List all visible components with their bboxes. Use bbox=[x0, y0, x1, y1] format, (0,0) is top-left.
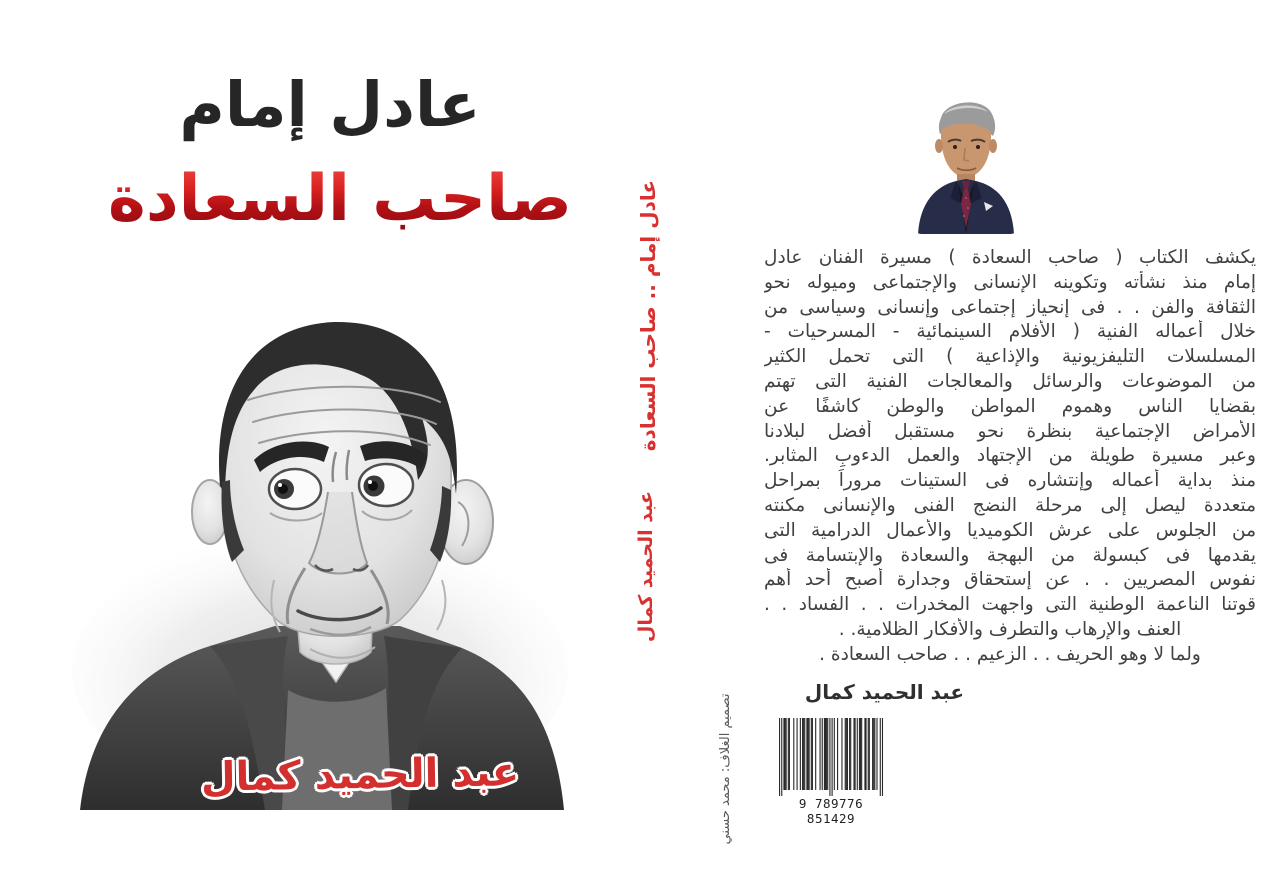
author-photo-illustration bbox=[912, 84, 1020, 234]
front-title-artist-name: عادل إمام bbox=[179, 68, 481, 141]
blurb-line: من الجلوس على عرش الكوميديا والأعمال الدرامية التى bbox=[764, 519, 1256, 541]
back-blurb bbox=[764, 246, 1256, 668]
blurb-line: وعبر مسيرة طويلة من الإجتهاد والعمل الدءوبِ المثابر. bbox=[764, 445, 1256, 467]
adel-imam-portrait-sketch bbox=[70, 250, 570, 810]
blurb-line: الثقافة والفن . . فى إنحياز إجتماعى وإنسانى وسياسى من bbox=[764, 296, 1256, 318]
blurb-line: يقدمها فى كبسولة من البهجة والسعادة والإبتسامة فى bbox=[764, 544, 1256, 566]
author-photo bbox=[912, 84, 1020, 234]
blurb-line: المسلسلات التليفزيونية والإذاعية ) التى تحمل الكثير bbox=[764, 346, 1256, 368]
blurb-line: الأمراض الإجتماعية بنظرة نحو مستقبل أفضل لبلادنا bbox=[764, 420, 1256, 442]
blurb-line: منذ بداية أعماله وإنتشاره فى الستينات مروراً بمراحل bbox=[764, 470, 1256, 492]
blurb-line: يكشف الكتاب ( صاحب السعادة ) مسيرة الفنان عادل bbox=[764, 247, 1256, 268]
blurb-line: متعددة ليصل إلى مرحلة النضج الفنى والإنسانى مكنته bbox=[764, 494, 1256, 516]
front-author-name: عبد الحميد كمال bbox=[200, 749, 520, 801]
blurb-line: إمام منذ نشأته وتكوينه الإنسانى والإجتماعى وميوله نحو bbox=[764, 271, 1256, 293]
blurb-line: ولما لا وهو الحريف . . الزعيم . . صاحب السعادة . bbox=[819, 643, 1201, 665]
blurb-line: قوتنا الناعمة الوطنية التى واجهت المخدرات . . الفساد . . bbox=[764, 594, 1256, 616]
blurb-line: من الموضوعات والرسائل والمعالجات الفنية التى تهتم bbox=[764, 370, 1256, 392]
spine-author: عبد الحميد كمال bbox=[635, 491, 657, 643]
blurb-line: العنف والإرهاب والتطرف والأفكار الظلامية. . bbox=[838, 618, 1182, 640]
blurb-line: خلال أعماله الفنية ( الأفلام السينمائية - المسرحيات - bbox=[764, 321, 1256, 343]
spine-title: عادل إمام .. صاحب السعادة bbox=[636, 180, 660, 452]
blurb-line: بقضايا الناس وهموم المواطن والوطن كاشفًا عن bbox=[764, 395, 1256, 417]
blurb-line: نفوس المصريين . . عن إستحقاق وجدارة أصبح أحد أهم bbox=[764, 569, 1256, 591]
back-author-name: عبد الحميد كمال bbox=[804, 680, 964, 704]
barcode-digits: 9 789776 851429 bbox=[776, 796, 886, 826]
cover-design-credit: تصميم الغلاف: محمد حسني bbox=[718, 693, 733, 845]
front-title-book-name: صاحب السعادة bbox=[40, 162, 640, 236]
